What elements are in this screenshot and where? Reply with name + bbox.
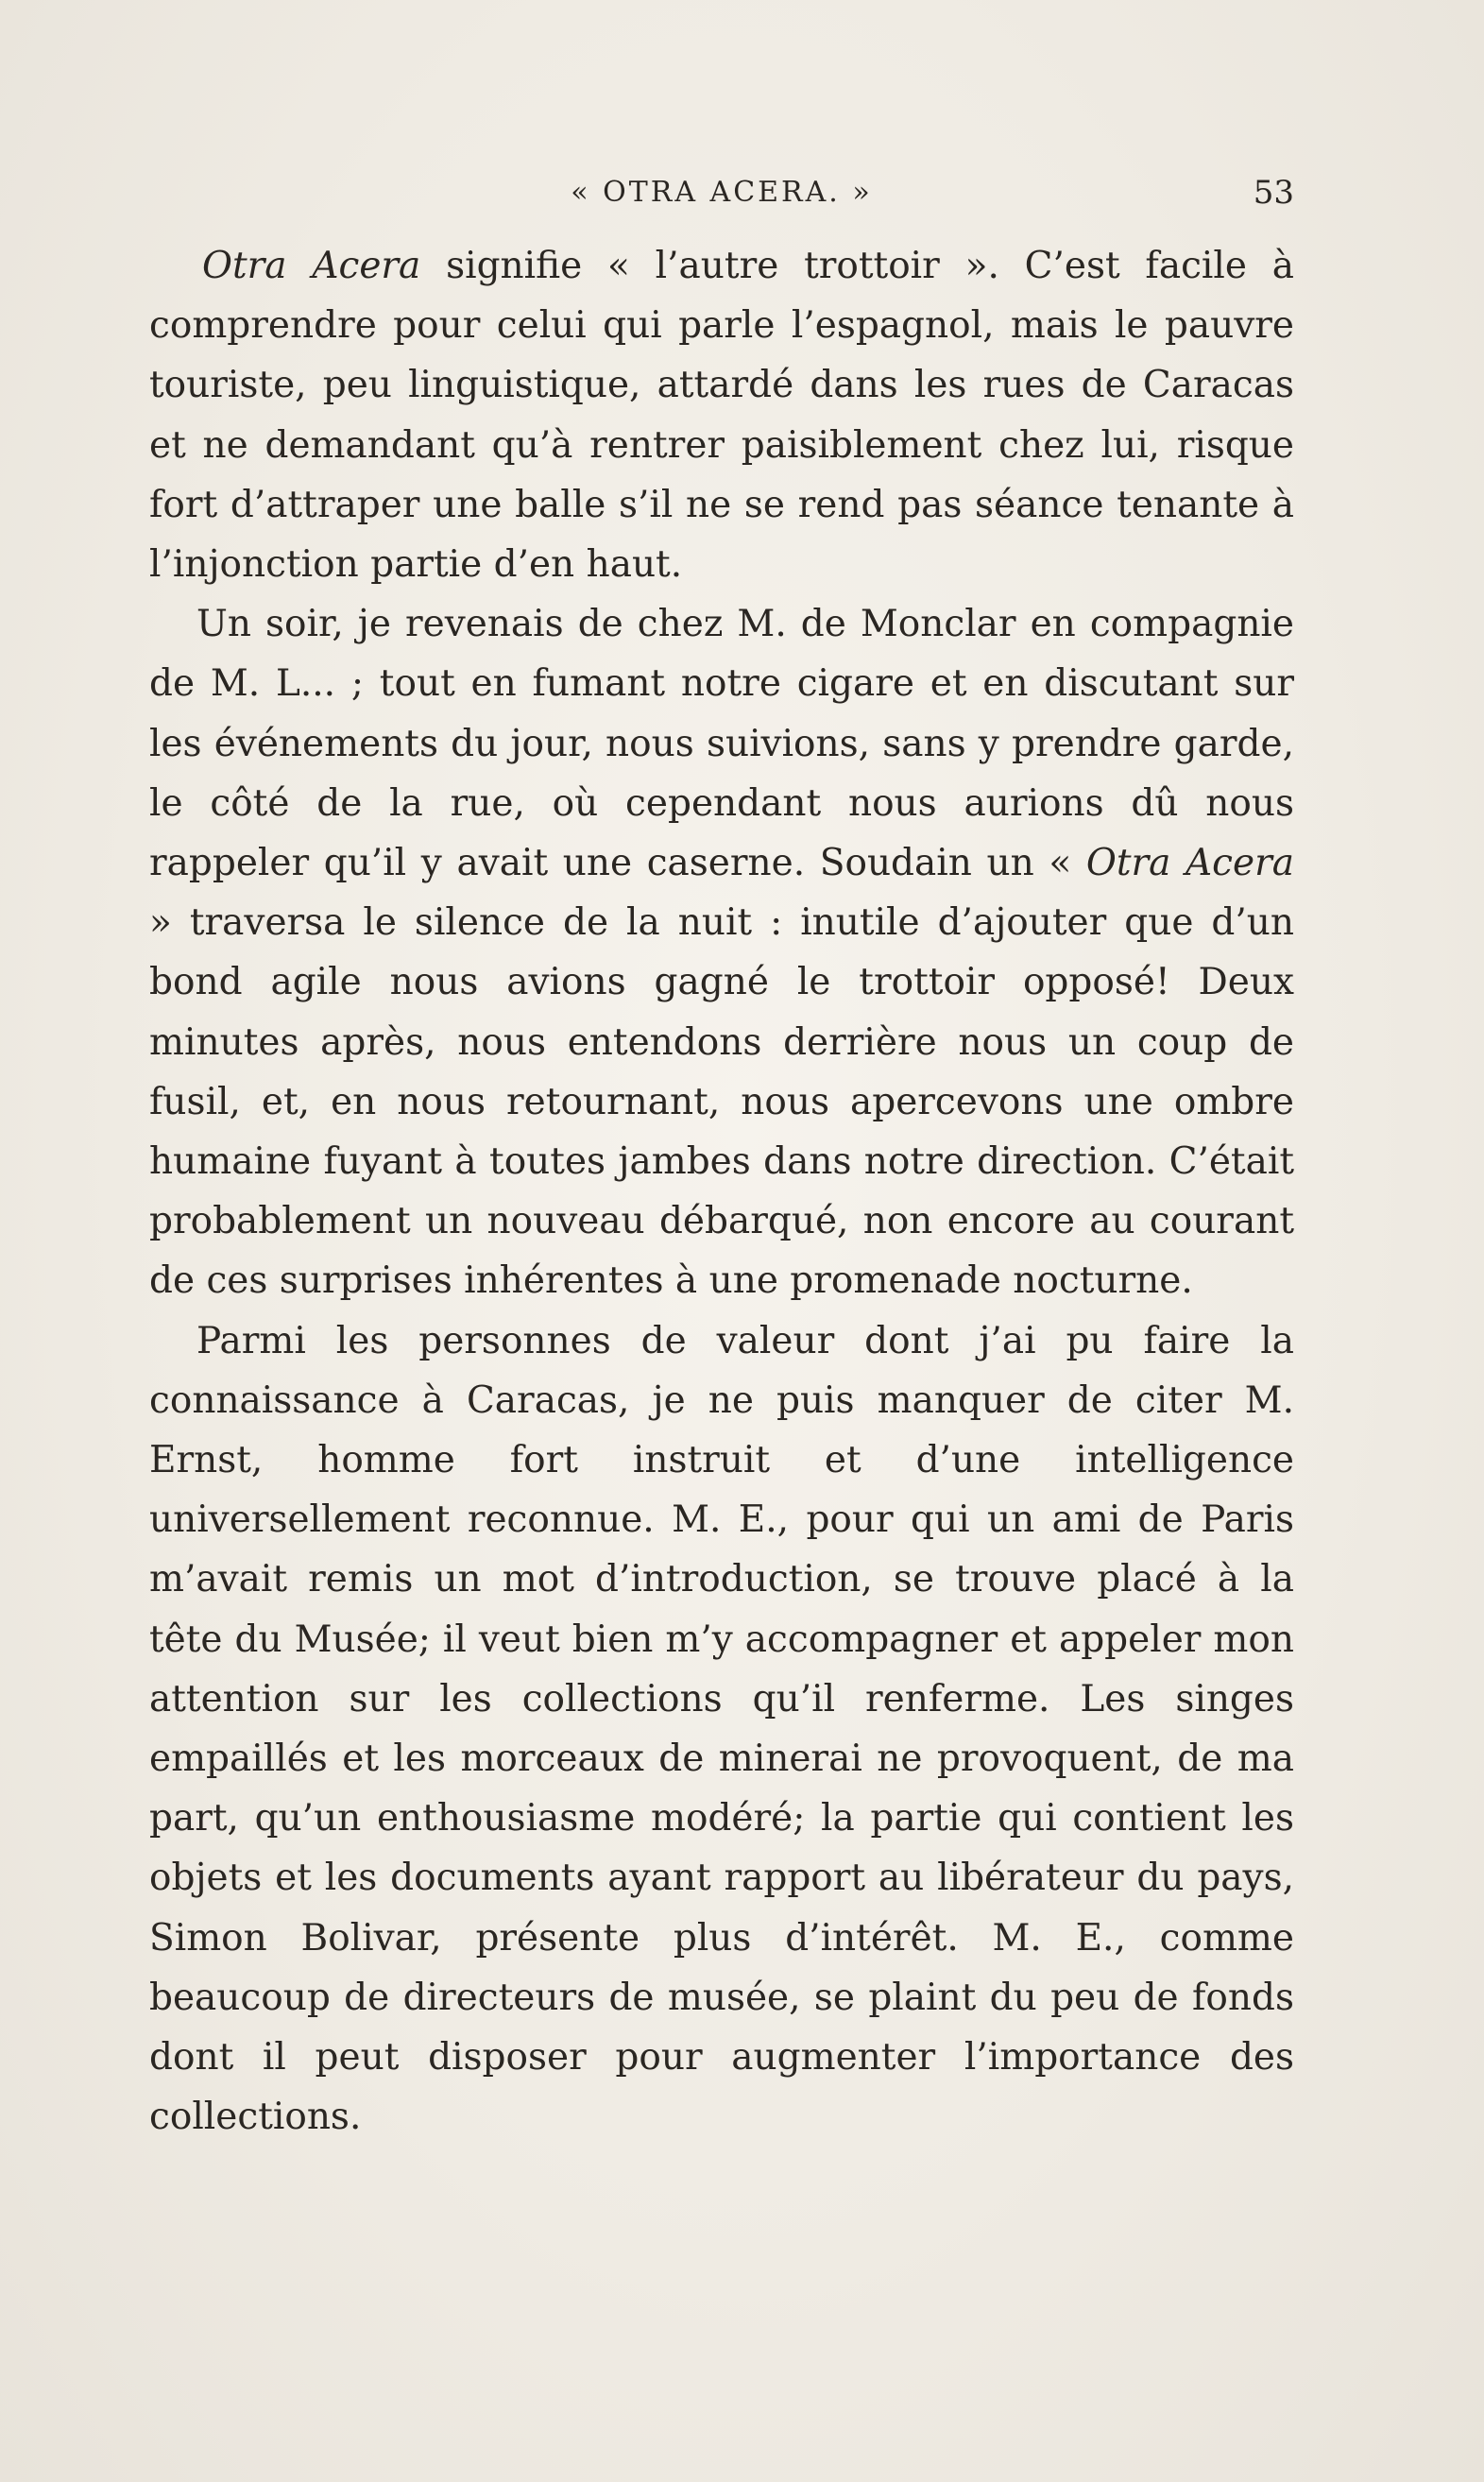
italic-term: Otra Acera bbox=[1085, 842, 1294, 885]
page-header bbox=[149, 168, 1294, 217]
page-body bbox=[149, 236, 1294, 2148]
page-number: 53 bbox=[1253, 174, 1294, 212]
running-title: « OTRA ACERA. » bbox=[571, 176, 873, 209]
paragraph-1-text: signifie « l’autre trottoir ». C’est facile à comprendre pour celui qui parle l’espagnol, mais le pauvre touriste, peu linguistique, attardé dans les rues de Caracas et ne demandant qu’à rentrer paisiblement chez lui, risque fort d’attraper une balle s’il ne se rend pas séance tenante à l’injonction partie d’en haut. bbox=[149, 245, 1294, 587]
paragraph-1 bbox=[149, 236, 1294, 594]
italic-term: Otra Acera bbox=[202, 245, 421, 287]
paragraph-3 bbox=[149, 1311, 1294, 2148]
paragraph-2-text-before: Un soir, je revenais de chez M. de Monclar en compagnie de M. L... ; tout en fumant notre cigare et en discutant sur les événements du jour, nous suivions, sans y prendre garde, le côté de la rue, où cependant nous aurions dû nous rappeler qu’il y avait une caserne. Soudain un « bbox=[149, 603, 1294, 885]
paragraph-2-text-after: » traversa le silence de la nuit : inutile d’ajouter que d’un bond agile nous avions gagné le trottoir opposé! Deux minutes après, nous entendons derrière nous un coup de fusil, et, en nous retournant, nous apercevons une ombre humaine fuyant à toutes jambes dans notre direction. C’était probablement un nouveau débarqué, non encore au courant de ces surprises inhérentes à une promenade nocturne. bbox=[149, 901, 1294, 1303]
paragraph-3-text: Parmi les personnes de valeur dont j’ai pu faire la connaissance à Caracas, je ne puis manquer de citer M. Ernst, homme fort instruit et d’une intelligence universellement reconnue. M. E., pour qui un ami de Paris m’avait remis un mot d’introduction, se trouve placé à la tête du Musée; il veut bien m’y accompagner et appeler mon attention sur les collections qu’il renferme. Les singes empaillés et les morceaux de minerai ne provoquent, de ma part, qu’un enthousiasme modéré; la partie qui contient les objets et les documents ayant rapport au libérateur du pays, Simon Bolivar, présente plus d’intérêt. M. E., comme beaucoup de directeurs de musée, se plaint du peu de fonds dont il peut disposer pour augmenter l’importance des collections. bbox=[149, 1319, 1294, 2139]
paragraph-2 bbox=[149, 594, 1294, 1310]
